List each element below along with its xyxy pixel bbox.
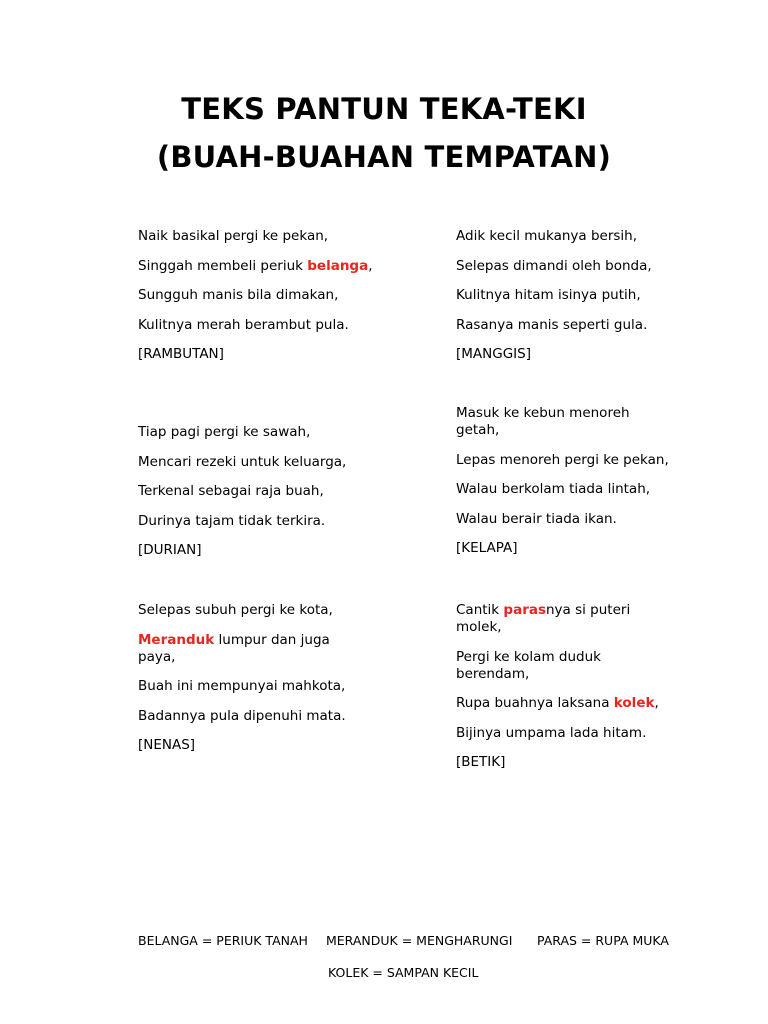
pantun-line: Buah ini mempunyai mahkota, xyxy=(138,678,346,695)
pantun-line: Masuk ke kebun menoreh getah, xyxy=(456,405,630,438)
pantun-line: Kulitnya hitam isinya putih, xyxy=(456,287,641,304)
highlighted-word: belanga xyxy=(307,257,369,274)
line-text: , xyxy=(368,257,373,274)
pantun-line: Rasanya manis seperti gula. xyxy=(456,316,648,333)
pantun-line xyxy=(138,632,350,666)
glossary-meranduk: MERANDUK = MENGHARUNGI xyxy=(326,933,513,948)
line-text: Singgah membeli periuk xyxy=(138,257,308,274)
pantun-answer: [MANGGIS] xyxy=(456,346,531,363)
pantun-durian xyxy=(138,424,378,559)
title-line-1: TEKS PANTUN TEKA-TEKI xyxy=(181,92,587,126)
highlighted-word: kolek xyxy=(613,695,655,712)
pantun-line: Walau berair tiada ikan. xyxy=(456,510,617,527)
pantun-betik xyxy=(456,602,696,771)
pantun-rambutan xyxy=(138,228,378,363)
pantun-answer: [NENAS] xyxy=(138,737,196,754)
pantun-answer: [KELAPA] xyxy=(456,540,518,557)
pantun-line: Sungguh manis bila dimakan, xyxy=(138,287,339,304)
line-text: Cantik xyxy=(456,602,504,618)
pantun-answer: [DURIAN] xyxy=(138,542,202,559)
pantun-line xyxy=(456,695,696,712)
pantun-line: Tiap pagi pergi ke sawah, xyxy=(138,424,311,440)
pantun-line xyxy=(138,258,378,275)
pantun-line: Walau berkolam tiada lintah, xyxy=(456,481,651,498)
pantun-answer: [BETIK] xyxy=(456,754,506,771)
pantun-line: Selepas subuh pergi ke kota, xyxy=(138,602,333,618)
pantun-line: Selepas dimandi oleh bonda, xyxy=(456,257,652,274)
title-line-2: (BUAH-BUAHAN TEMPATAN) xyxy=(156,140,612,174)
glossary-kolek: KOLEK = SAMPAN KECIL xyxy=(328,965,479,980)
pantun-line: Terkenal sebagai raja buah, xyxy=(138,483,324,500)
pantun-line: Adik kecil mukanya bersih, xyxy=(456,228,638,244)
pantun-line: Naik basikal pergi ke pekan, xyxy=(138,228,329,244)
pantun-line: Badannya pula dipenuhi mata. xyxy=(138,707,346,724)
pantun-manggis xyxy=(456,228,696,363)
pantun-answer: [RAMBUTAN] xyxy=(138,346,224,363)
pantun-line: Lepas menoreh pergi ke pekan, xyxy=(456,451,669,468)
pantun-line xyxy=(456,602,656,636)
pantun-kelapa xyxy=(456,405,696,557)
glossary-belanga: BELANGA = PERIUK TANAH xyxy=(138,933,308,948)
pantun-line: Bijinya umpama lada hitam. xyxy=(456,724,647,741)
pantun-line: Kulitnya merah berambut pula. xyxy=(138,316,349,333)
highlighted-word: Meranduk xyxy=(138,631,215,648)
glossary-paras: PARAS = RUPA MUKA xyxy=(537,933,669,948)
pantun-line: Durinya tajam tidak terkira. xyxy=(138,512,326,529)
line-text: nya si puteri molek, xyxy=(456,602,631,635)
line-text: lumpur dan juga paya, xyxy=(138,631,330,665)
pantun-nenas xyxy=(138,602,378,754)
pantun-line: Mencari rezeki untuk keluarga, xyxy=(138,453,347,470)
pantun-line: Pergi ke kolam duduk berendam, xyxy=(456,648,601,682)
line-text: , xyxy=(654,695,659,712)
highlighted-word: paras xyxy=(503,602,546,618)
line-text: Rupa buahnya laksana xyxy=(456,695,614,712)
